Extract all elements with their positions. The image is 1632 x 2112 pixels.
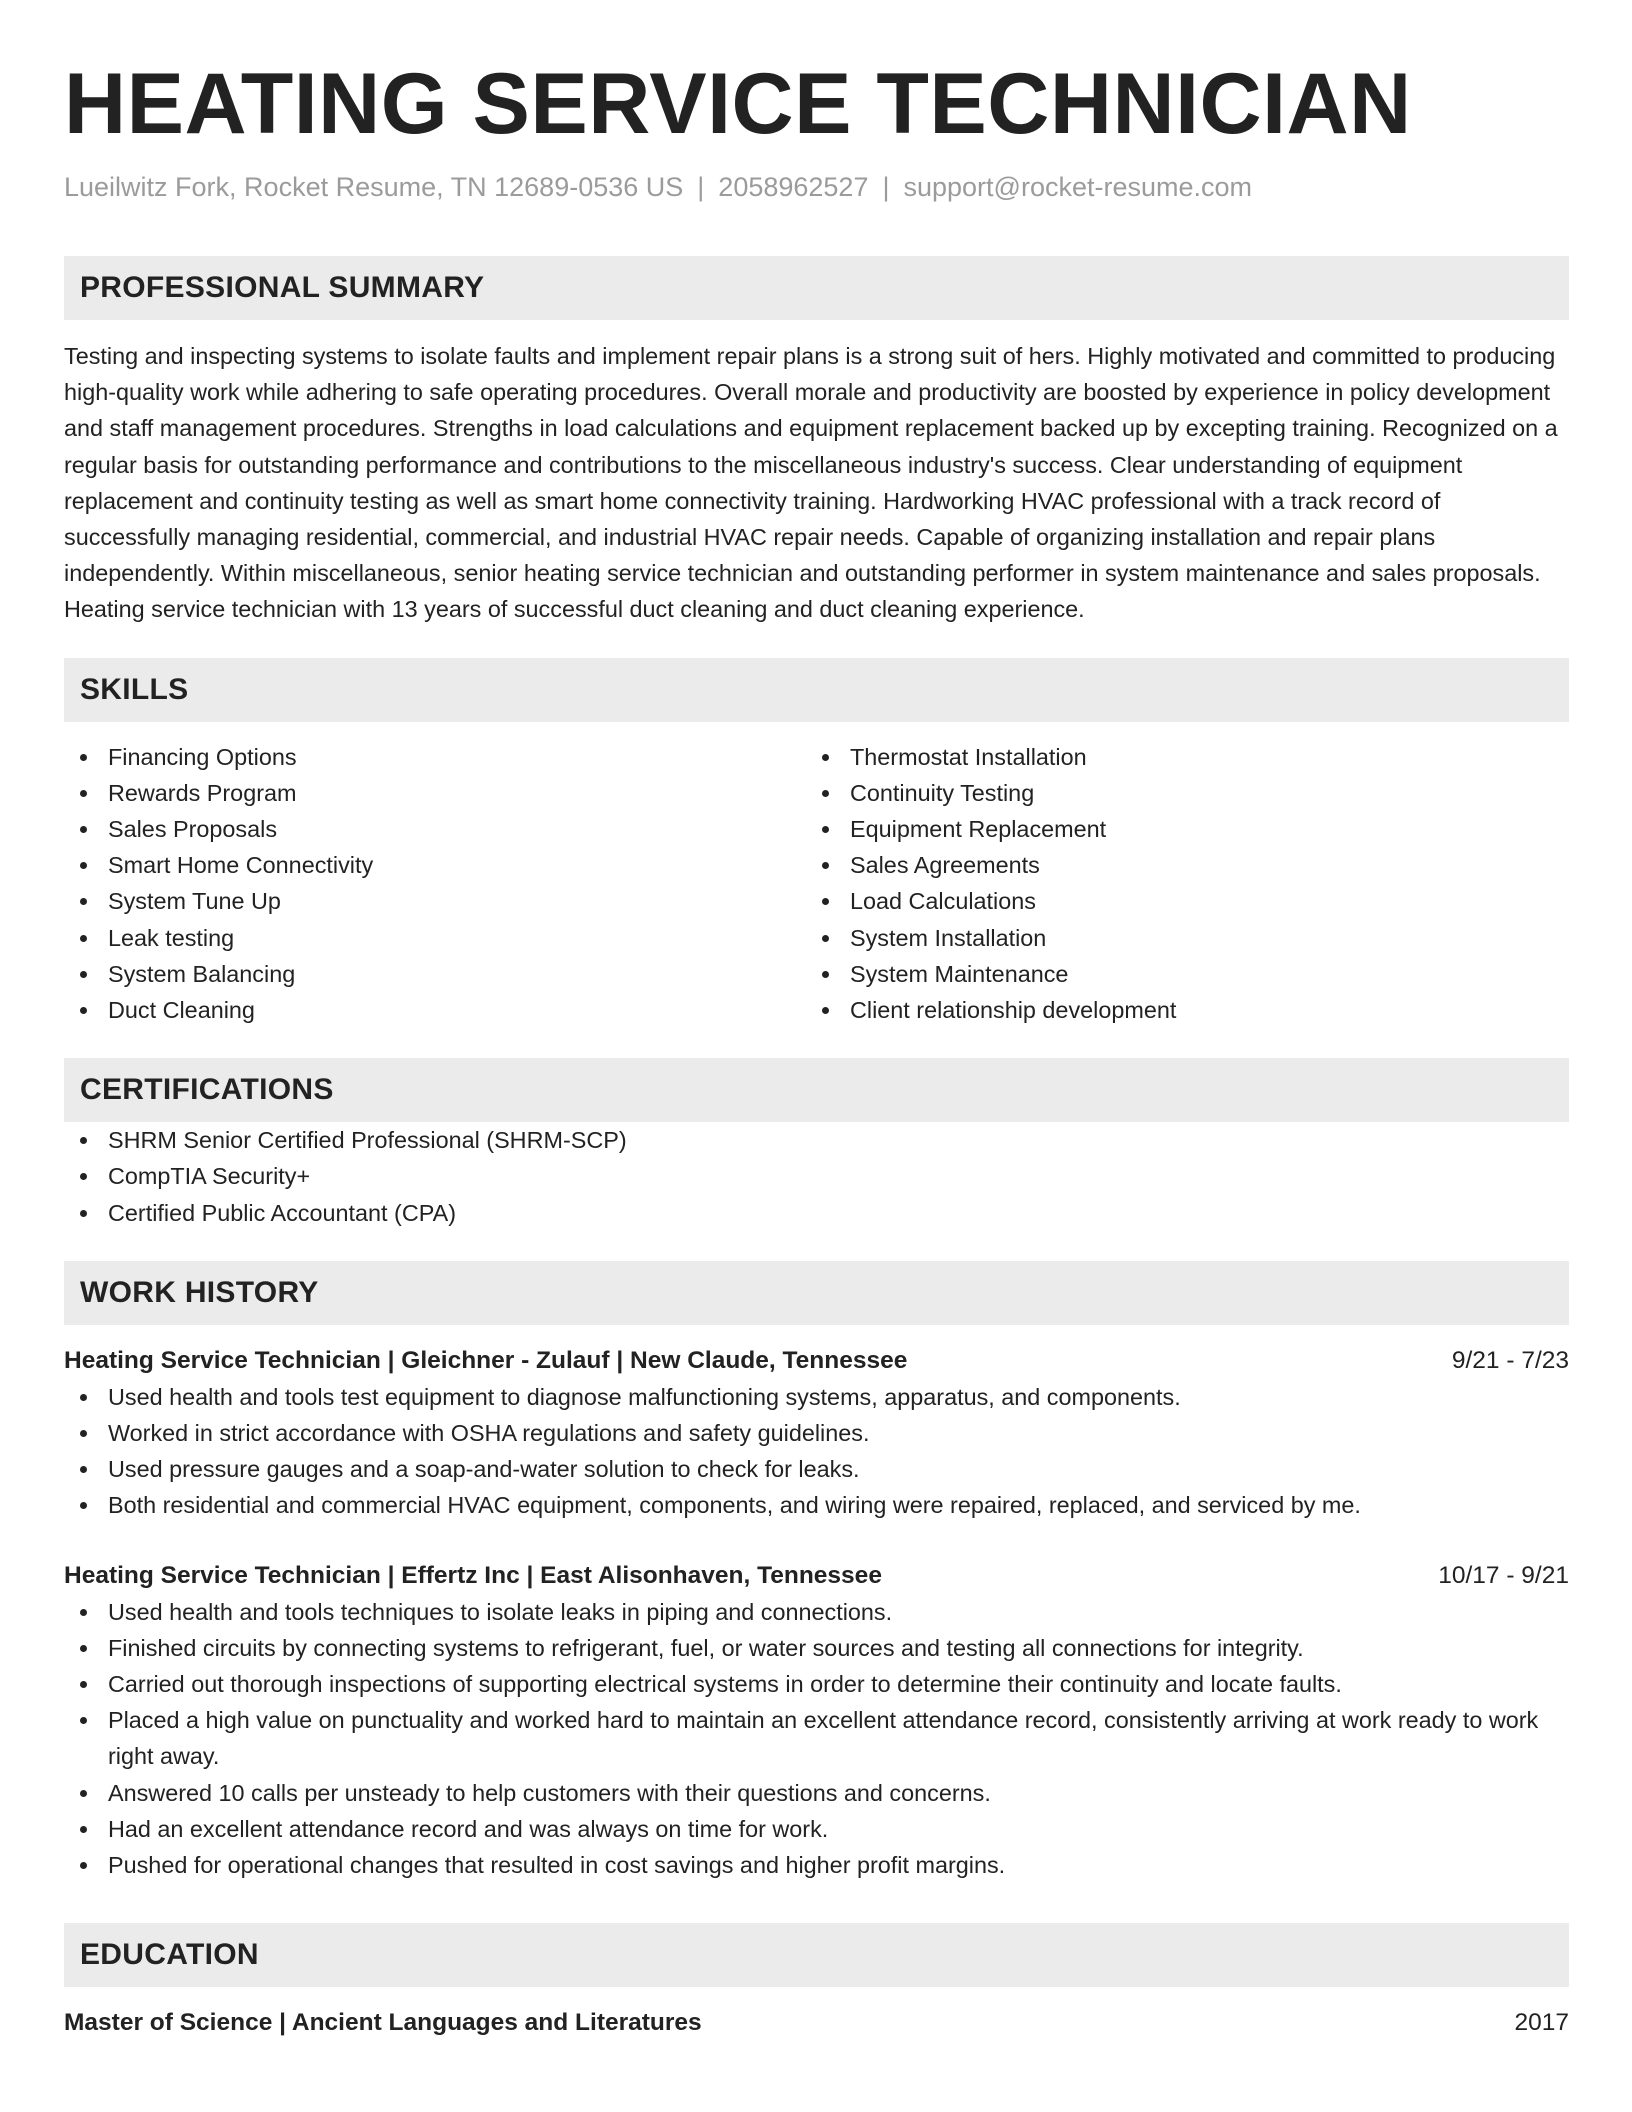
skill-item: Duct Cleaning — [64, 992, 806, 1028]
summary-text: Testing and inspecting systems to isolate faults and implement repair plans is a strong suit of hers. Highly motivated and committed to producing high-quality work while adhering to safe operating procedures. Overall morale and productivity are boosted by experience in policy development and staff management procedures. Strengths in load calculations and equipment replacement backed up by excepting training. Recognized on a regular basis for outstanding performance and contributions to the miscellaneous industry's success. Clear understanding of equipment replacement and continuity testing as well as smart home connectivity training. Hardworking HVAC professional with a track record of successfully managing residential, commercial, and industrial HVAC repair needs. Capable of organizing installation and repair plans independently. Within miscellaneous, senior heating service technician and outstanding performer in system maintenance and sales proposals. Heating service technician with 13 years of successful duct cleaning and duct cleaning experience. — [64, 343, 1558, 623]
section-heading-education: EDUCATION — [64, 1923, 1569, 1987]
skill-item: Rewards Program — [64, 775, 806, 811]
certification-item: CompTIA Security+ — [64, 1158, 1569, 1194]
job-bullets — [64, 1594, 1569, 1884]
skill-item: Leak testing — [64, 920, 806, 956]
job-bullet: Used health and tools test equipment to diagnose malfunctioning systems, apparatus, and components. — [64, 1379, 1569, 1415]
contact-line — [64, 170, 1569, 204]
resume-name: HEATING SERVICE TECHNICIAN — [64, 56, 1412, 152]
job-bullet: Pushed for operational changes that resulted in cost savings and higher profit margins. — [64, 1847, 1569, 1883]
certifications-list — [64, 1122, 1569, 1231]
certification-item: Certified Public Accountant (CPA) — [64, 1195, 1569, 1231]
job-header — [64, 1558, 1569, 1594]
job-dates: 10/17 - 9/21 — [1438, 1561, 1569, 1589]
skills-list-left — [64, 739, 806, 1029]
education-entry — [64, 2005, 1569, 2041]
skills-list-right — [806, 739, 1548, 1029]
job-bullet: Carried out thorough inspections of supporting electrical systems in order to determine their continuity and locate faults. — [64, 1666, 1569, 1702]
job-bullet: Placed a high value on punctuality and worked hard to maintain an excellent attendance record, consistently arriving at work ready to work right away. — [64, 1702, 1569, 1774]
skill-item: Client relationship development — [806, 992, 1548, 1028]
skills-columns — [64, 739, 1569, 1029]
job-dates: 9/21 - 7/23 — [1451, 1346, 1569, 1374]
skills-column-right — [806, 739, 1548, 1029]
contact-address: Lueilwitz Fork, Rocket Resume, TN 12689-0536 US — [64, 172, 684, 202]
job-title: Heating Service Technician | Gleichner - Zulauf | New Claude, Tennessee — [64, 1346, 908, 1374]
job-bullet: Answered 10 calls per unsteady to help customers with their questions and concerns. — [64, 1775, 1569, 1811]
certification-item: SHRM Senior Certified Professional (SHRM-SCP) — [64, 1122, 1569, 1158]
skill-item: Sales Proposals — [64, 811, 806, 847]
job-bullet: Had an excellent attendance record and was always on time for work. — [64, 1811, 1569, 1847]
skill-item: Smart Home Connectivity — [64, 847, 806, 883]
skill-item: System Tune Up — [64, 883, 806, 919]
job-bullet: Used pressure gauges and a soap-and-water solution to check for leaks. — [64, 1451, 1569, 1487]
section-heading-work-history: WORK HISTORY — [64, 1261, 1569, 1325]
section-heading-skills: SKILLS — [64, 658, 1569, 722]
contact-phone: 2058962527 — [718, 172, 869, 202]
section-heading-summary: PROFESSIONAL SUMMARY — [64, 256, 1569, 320]
skills-column-left — [64, 739, 806, 1029]
contact-email: support@rocket-resume.com — [903, 172, 1253, 202]
job-entry — [64, 1343, 1569, 1524]
skill-item: Thermostat Installation — [806, 739, 1548, 775]
job-header — [64, 1343, 1569, 1379]
skill-item: System Installation — [806, 920, 1548, 956]
job-bullet: Finished circuits by connecting systems to refrigerant, fuel, or water sources and testing all connections for integrity. — [64, 1630, 1569, 1666]
skill-item: Continuity Testing — [806, 775, 1548, 811]
skill-item: System Balancing — [64, 956, 806, 992]
education-year: 2017 — [1514, 2009, 1569, 2037]
education-degree: Master of Science | Ancient Languages and Literatures — [64, 2009, 702, 2037]
contact-separator: | — [882, 172, 890, 202]
skill-item: System Maintenance — [806, 956, 1548, 992]
skill-item: Sales Agreements — [806, 847, 1548, 883]
job-entry — [64, 1558, 1569, 1884]
job-bullets — [64, 1379, 1569, 1524]
job-bullet: Used health and tools techniques to isolate leaks in piping and connections. — [64, 1594, 1569, 1630]
section-heading-certifications: CERTIFICATIONS — [64, 1058, 1569, 1122]
job-bullet: Worked in strict accordance with OSHA regulations and safety guidelines. — [64, 1415, 1569, 1451]
job-title: Heating Service Technician | Effertz Inc | East Alisonhaven, Tennessee — [64, 1561, 882, 1589]
job-bullet: Both residential and commercial HVAC equipment, components, and wiring were repaired, replaced, and serviced by me. — [64, 1487, 1569, 1523]
skill-item: Load Calculations — [806, 883, 1548, 919]
skill-item: Financing Options — [64, 739, 806, 775]
contact-separator: | — [697, 172, 705, 202]
skill-item: Equipment Replacement — [806, 811, 1548, 847]
